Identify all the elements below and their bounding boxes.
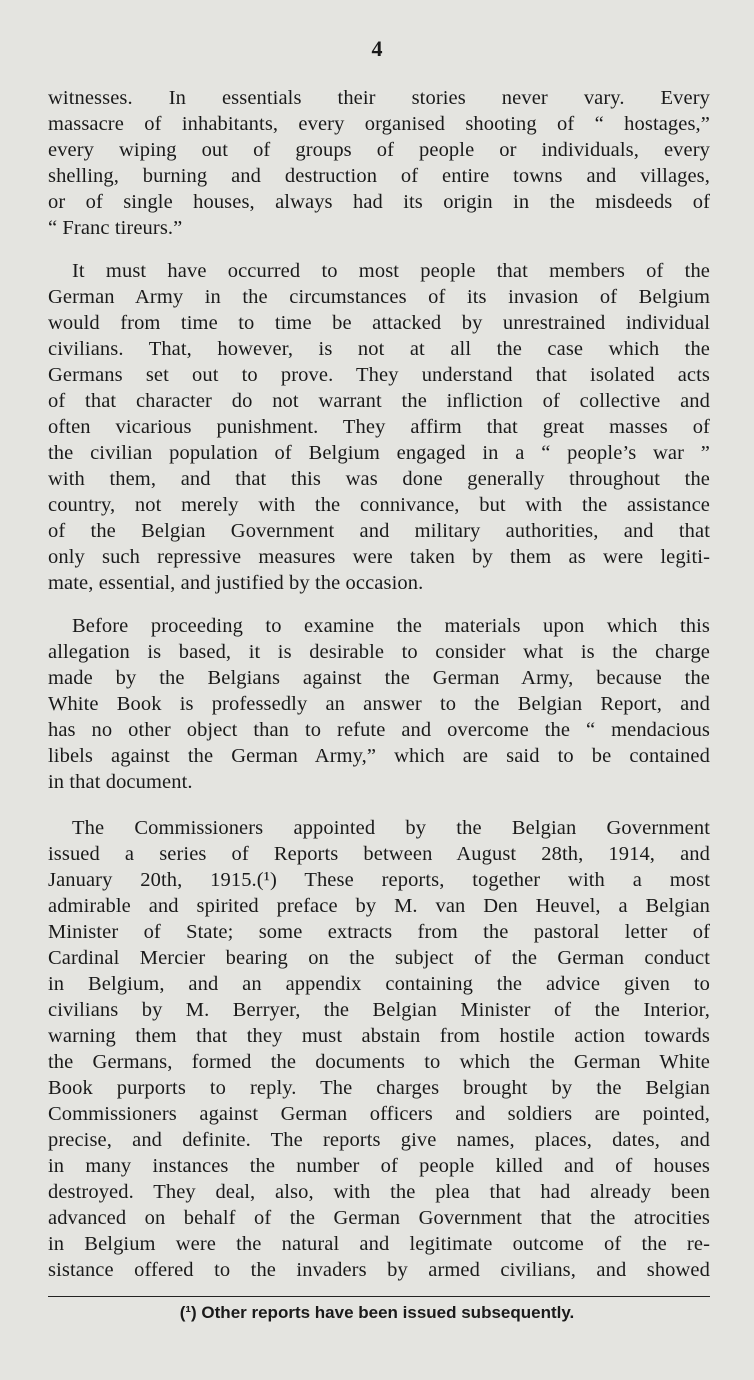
text-line: in Belgium, and an appendix containing the advice given to [48,973,710,995]
text-line: in many instances the number of people killed and of houses [48,1155,710,1177]
text-line: The Commissioners appointed by the Belgian Government [72,817,710,839]
text-line: issued a series of Reports between August 28th, 1914, and [48,843,710,865]
text-line: German Army in the circumstances of its invasion of Belgium [48,286,710,308]
text-line: advanced on behalf of the German Government that the atrocities [48,1207,710,1229]
text-line: precise, and definite. The reports give names, places, dates, and [48,1129,710,1151]
text-line: country, not merely with the connivance, but with the assistance [48,494,710,516]
text-line: Before proceeding to examine the materials upon which this [72,615,710,637]
text-line: would from time to time be attacked by unrestrained individual [48,312,710,334]
text-line: shelling, burning and destruction of entire towns and villages, [48,165,710,187]
paragraph-1 [48,85,710,241]
text-line: only such repressive measures were taken by them as were legiti- [48,546,710,568]
footnote-divider [48,1296,710,1297]
footnote: (¹) Other reports have been issued subsequently. [179,1303,575,1322]
text-line: civilians by M. Berryer, the Belgian Minister of the Interior, [48,999,710,1021]
text-line: allegation is based, it is desirable to consider what is the charge [48,641,710,663]
text-line: massacre of inhabitants, every organised shooting of “ hostages,” [48,113,710,135]
text-line: admirable and spirited preface by M. van Den Heuvel, a Belgian [48,895,710,917]
text-line: with them, and that this was done generally throughout the [48,468,710,490]
text-line: witnesses. In essentials their stories never vary. Every [48,87,710,109]
text-line: in that document. [48,771,193,793]
text-line: sistance offered to the invaders by armed civilians, and showed [48,1259,710,1281]
text-line: It must have occurred to most people that members of the [72,260,710,282]
page-number: 4 [371,36,383,61]
text-line: Commissioners against German officers and soldiers are pointed, [48,1103,710,1125]
text-line: destroyed. They deal, also, with the plea that had already been [48,1181,710,1203]
text-line: made by the Belgians against the German Army, because the [48,667,710,689]
text-line: often vicarious punishment. They affirm that great masses of [48,416,710,438]
paragraph-2 [48,258,710,596]
text-line: the civilian population of Belgium engaged in a “ people’s war ” [48,442,710,464]
text-line: warning them that they must abstain from hostile action towards [48,1025,710,1047]
paragraph-3 [48,613,710,795]
text-line: has no other object than to refute and overcome the “ mendacious [48,719,710,741]
text-line: Minister of State; some extracts from the pastoral letter of [48,921,710,943]
text-line: White Book is professedly an answer to the Belgian Report, and [48,693,710,715]
text-line: Cardinal Mercier bearing on the subject of the German conduct [48,947,710,969]
text-line: libels against the German Army,” which are said to be contained [48,745,710,767]
text-line: in Belgium were the natural and legitimate outcome of the re- [48,1233,710,1255]
text-line: the Germans, formed the documents to which the German White [48,1051,710,1073]
paragraph-4 [48,815,710,1283]
text-line: of that character do not warrant the infliction of collective and [48,390,710,412]
text-line: civilians. That, however, is not at all the case which the [48,338,710,360]
text-line: Book purports to reply. The charges brought by the Belgian [48,1077,710,1099]
text-line: “ Franc tireurs.” [48,217,183,239]
text-line: Germans set out to prove. They understand that isolated acts [48,364,710,386]
text-line: of the Belgian Government and military authorities, and that [48,520,710,542]
text-line: every wiping out of groups of people or individuals, every [48,139,710,161]
text-line: January 20th, 1915.(¹) These reports, together with a most [48,869,710,891]
text-line: or of single houses, always had its origin in the misdeeds of [48,191,710,213]
text-line: mate, essential, and justified by the occasion. [48,572,424,594]
